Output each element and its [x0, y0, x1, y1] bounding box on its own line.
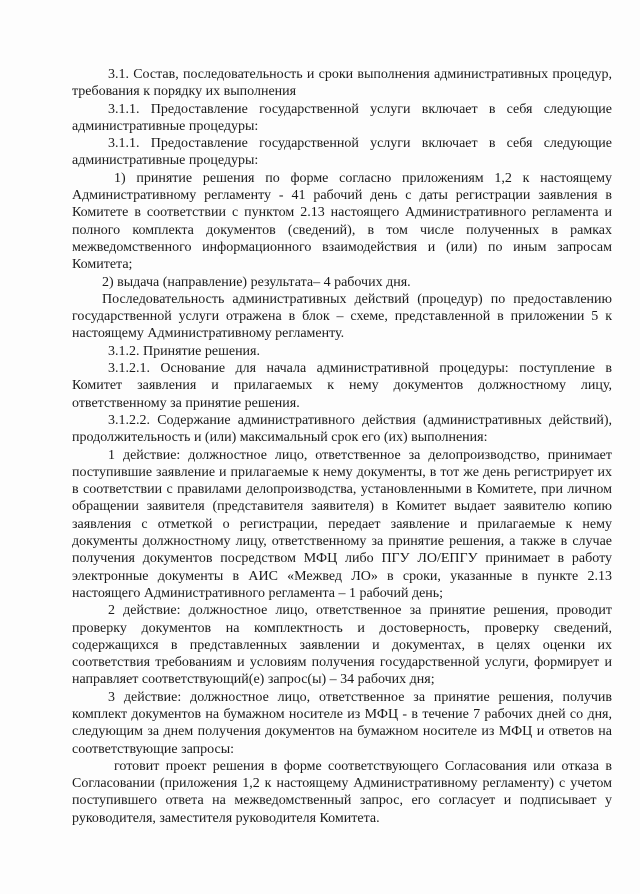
paragraph-prepare-decision: готовит проект решения в форме соответствующего Согласования или отказа в Согласовании (приложения 1,2 к настоящему Административному регламенту) с учетом поступившего ответа на межведомственный запрос, его согласует и подписывает у руководителя, заместителя руководителя Комитета.: [72, 758, 612, 826]
paragraph-3-1-2: 3.1.2. Принятие решения.: [108, 343, 260, 359]
paragraph-action-3: 3 действие: должностное лицо, ответственное за принятие решения, получив комплект документов на бумажном носителе из МФЦ - в течение 7 рабочих дней со дня, следующим за днем получения документов на бумажном носителе из МФЦ и ответов на соответствующие запросы:: [72, 689, 612, 757]
paragraph-action-1: 1 действие: должностное лицо, ответственное за делопроизводство, принимает поступившие заявление и прилагаемые к нему документы, в тот же день регистрирует их в соответствии с правилами делопроизводства, установленными в Комитете, при личном обращении заявителя (представителя заявителя) в Комитет выдает заявителю копию заявления с отметкой о регистрации, передает заявление и прилагаемые к нему документы должностному лицу, ответственному за принятие решения, а также в случае получения документов посредством МФЦ либо ПГУ ЛО/ЕПГУ принимает в работу электронные документы в АИС «Межвед ЛО» в сроки, указанные в пункте 2.13 настоящего Административного регламента – 1 рабочий день;: [72, 447, 612, 601]
paragraph-3-1-2-1: 3.1.2.1. Основание для начала административной процедуры: поступление в Комитет заявления и прилагаемых к нему документов должностному лицу, ответственному за принятие решения.: [72, 361, 612, 411]
paragraph-sequence: Последовательность административных действий (процедур) по предоставлению государственной услуги отражена в блок – схеме, представленной в приложении 5 к настоящему Административному регламенту.: [72, 291, 612, 342]
paragraph-3-1-2-2: 3.1.2.2. Содержание административного действия (административных действий), продолжительность и (или) максимальный срок его (их) выполнения:: [72, 412, 612, 446]
paragraph-item-2: 2) выдача (направление) результата– 4 рабочих дня.: [102, 274, 411, 290]
paragraph-action-2: 2 действие: должностное лицо, ответственное за принятие решения, проводит проверку документов на комплектность и достоверность, проверку сведений, содержащихся в представленных заявлении и документах, в целях оценки их соответствия требованиям и условиям получения государственной услуги, формирует и направляет соответствующий(е) запрос(ы) – 34 рабочих дня;: [72, 603, 612, 688]
paragraph-3-1-1: 3.1.1. Предоставление государственной услуги включает в себя следующие административные процедуры:: [72, 101, 612, 134]
paragraph-3-1: 3.1. Состав, последовательность и сроки выполнения административных процедур, требования к порядку их выполнения: [72, 67, 612, 100]
document-body: [72, 66, 612, 827]
paragraph-item-1: 1) принятие решения по форме согласно приложениям 1,2 к настоящему Административному регламенту - 41 рабочий день с даты регистрации заявления в Комитете в соответствии с пунктом 2.13 настоящего Административного регламента и полного комплекта документов (сведений), в том числе полученных в рамках межведомственного информационного взаимодействия и (или) по иным запросам Комитета;: [72, 170, 612, 273]
paragraph-3-1-1-repeat: 3.1.1. Предоставление государственной услуги включает в себя следующие административные процедуры:: [72, 136, 612, 169]
